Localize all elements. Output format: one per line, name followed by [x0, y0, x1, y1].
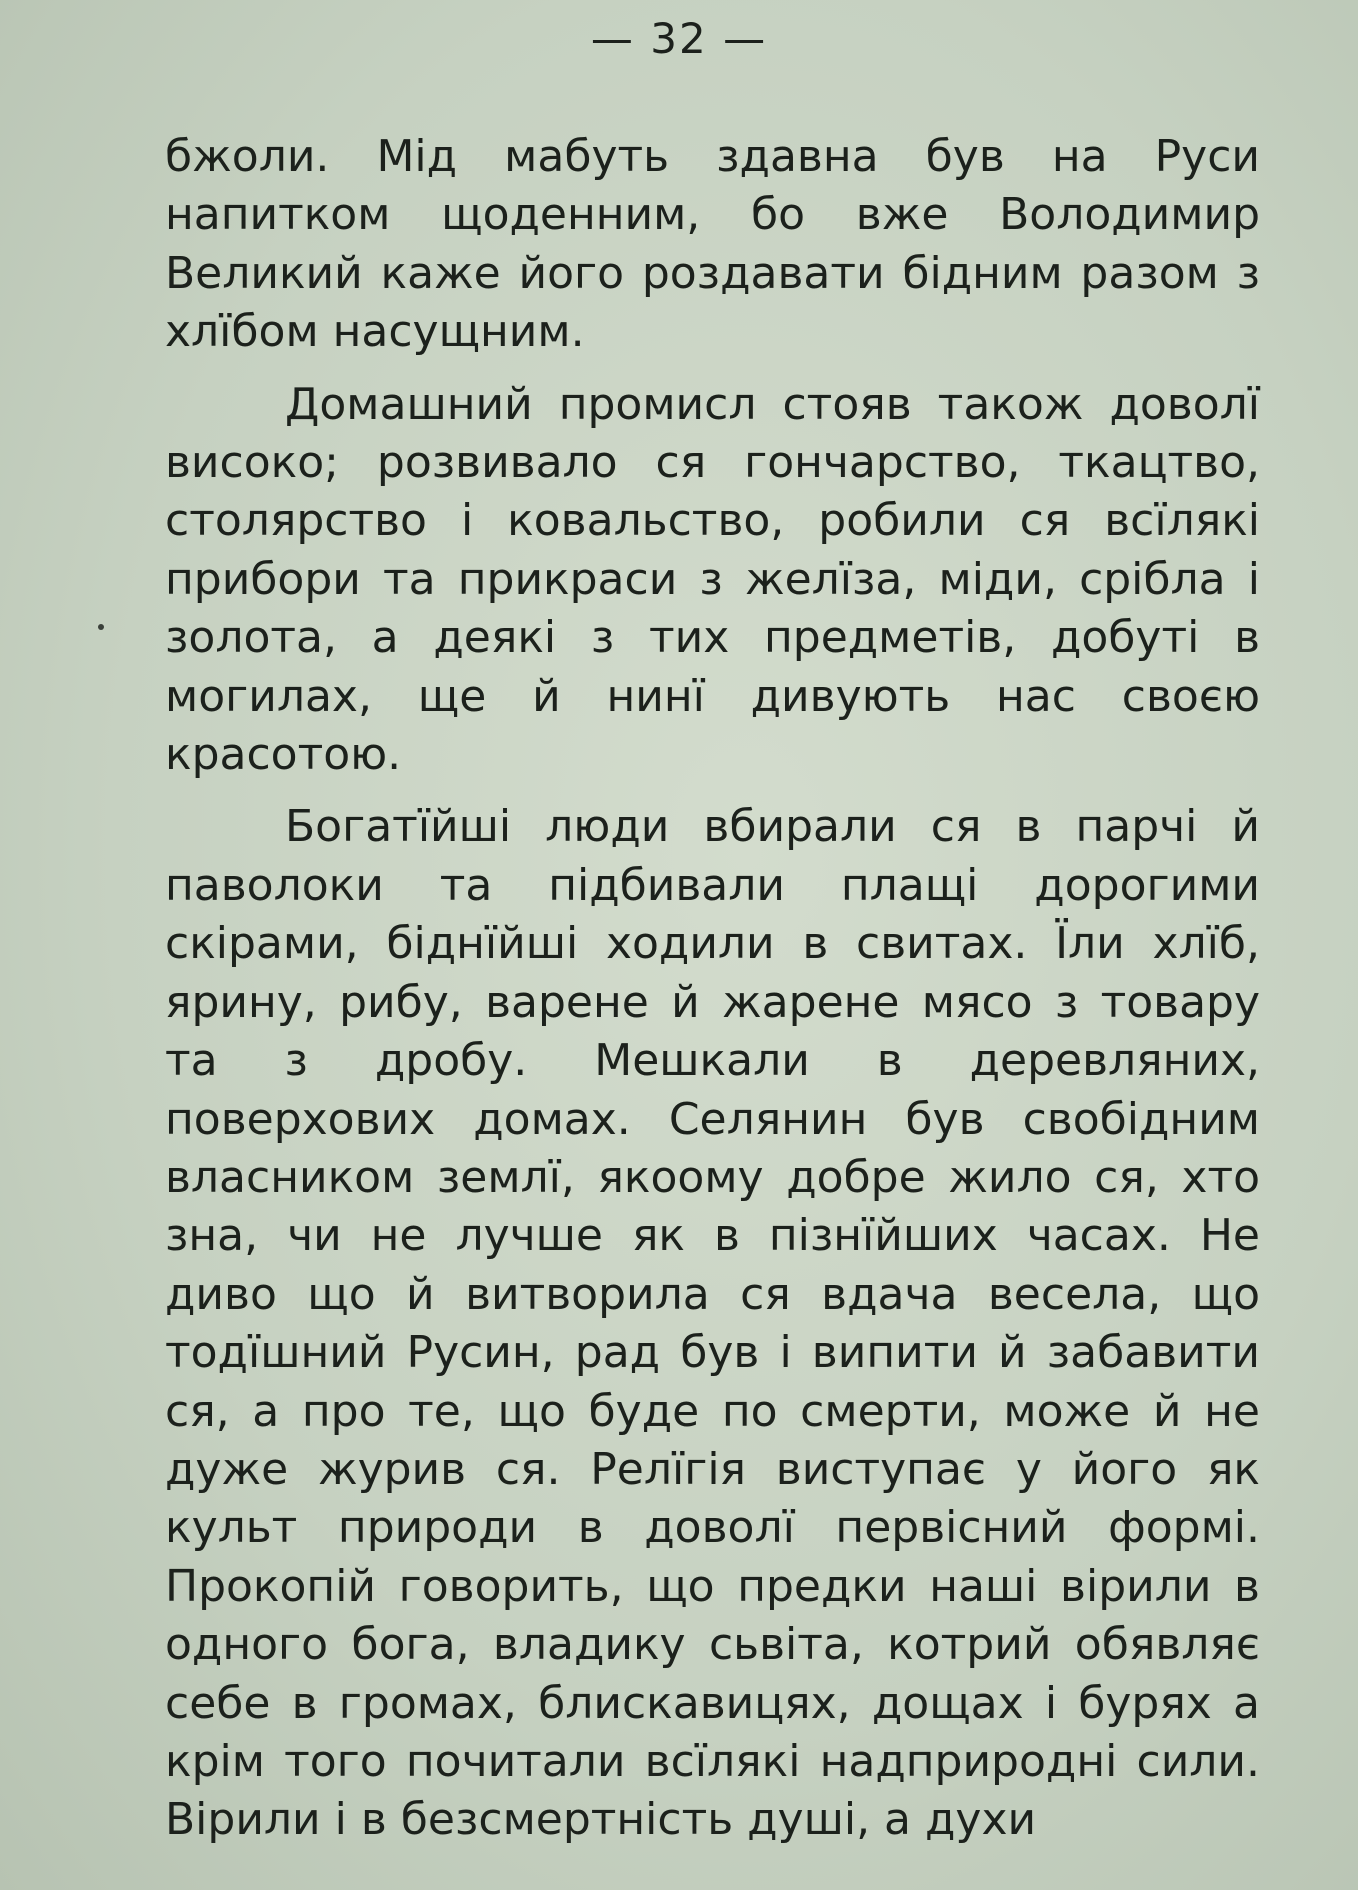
paragraph-3: Богатїйші люди вбирали ся в парчі й паволоки та підбивали плащі дорогими скірами, біднїйші ходили в свитах. Їли хлїб, ярину, рибу, варене й жарене мясо з товару та з дробу. Мешкали в деревляних, поверхових домах. Селянин був свобідним власником землї, якоому добре жило ся, хто зна, чи не лучше як в пізнїйших часах. Не диво що й витворила ся вдача весела, що тодїшний Русин, рад був і випити й забавити ся, а про те, що буде по смерти, може й не дуже журив ся. Релїгія виступає у його як культ природи в доволї первісний формі. Прокопій говорить, що предки наші вірили в одного бога, владику сьвіта, котрий обявляє себе в громах, блискавицях, дощах і бурях а крім того почитали всїлякі надприродні сили. Вірили і в безсмертність душі, а духи: [165, 801, 1260, 1846]
body-text: [165, 128, 1260, 1850]
paragraph-2: Домашний промисл стояв також доволї високо; розвивало ся гончарство, ткацтво, столярство і ковальство, робили ся всїлякі прибори та прикраси з желїза, міди, срібла і золота, а деякі з тих предметів, добуті в могилах, ще й нинї дивують нас своєю красотою.: [165, 378, 1260, 781]
margin-speck: [98, 624, 104, 630]
paragraph-1: бжоли. Мід мабуть здавна був на Руси напитком щоденним, бо вже Володимир Великий каже його роздавати бідним разом з хлїбом насущним.: [165, 131, 1260, 358]
page-number: — 32 —: [590, 14, 768, 63]
